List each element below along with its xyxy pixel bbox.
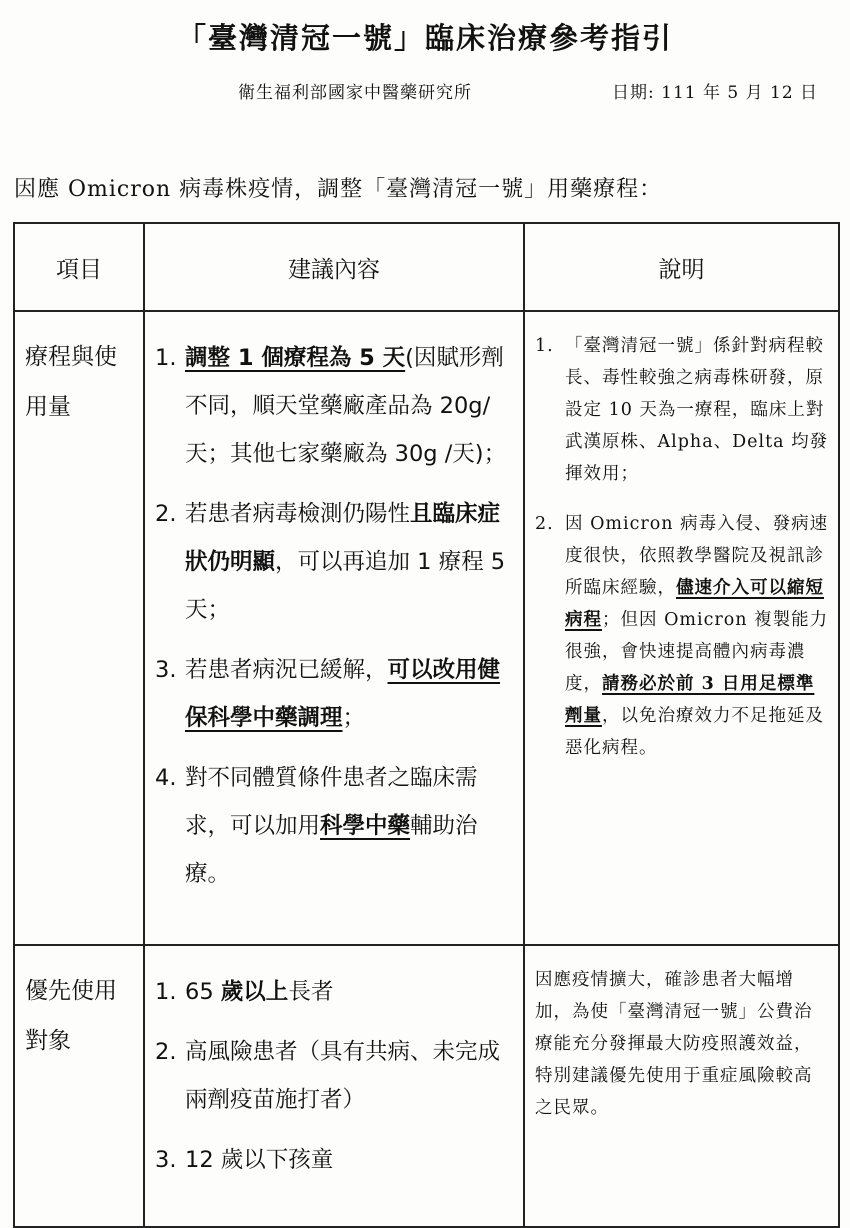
header-item: 項目 (14, 223, 144, 311)
intro-text: 因應 Omicron 病毒株疫情，調整「臺灣清冠一號」用藥療程： (14, 177, 663, 202)
bold-text: 調整 1 個療程為 5 天 (185, 345, 406, 371)
list-number: 1. (155, 979, 177, 1005)
list-number: 3. (155, 1147, 177, 1173)
note-text: ；但因 Omicron 複製能力很強，會快速提高體內病毒濃度， (565, 610, 829, 694)
priority-list (155, 968, 513, 1184)
guideline-table (13, 222, 840, 1228)
table-row (14, 311, 839, 945)
note-text: 因 Omicron 病毒入侵、發病速度很快，依照教學醫院及視訊診所臨床經驗， (565, 514, 829, 598)
row-label-course: 療程與使用量 (14, 311, 144, 945)
list-item (155, 646, 513, 742)
note-text: ，以免治療效力不足拖延及惡化病程。 (565, 706, 824, 758)
item-text: 高風險患者（具有共病、未完成兩劑疫苗施打者） (185, 1039, 501, 1113)
item-text: 若患者病況已緩解， (185, 657, 388, 683)
list-number: 2. (535, 514, 554, 534)
explanation-paragraph (535, 330, 830, 490)
bold-text: 可以改用健保科學中藥調理 (185, 657, 501, 731)
item-text: 12 歲以下孩童 (185, 1147, 334, 1173)
bold-text: 儘速介入可以縮短病程 (565, 578, 824, 630)
recommendation-list (155, 334, 513, 898)
recommendation-cell (144, 311, 524, 945)
item-text: 長者 (288, 979, 334, 1005)
note-text: 「臺灣清冠一號」係針對病程較長、毒性較強之病毒株研發，原設定 10 天為一療程，臨床上對武漢原株、Alpha、Delta 均發揮效用； (565, 336, 829, 484)
explanation-paragraph (535, 508, 830, 764)
bold-text: 請務必於前 3 日用足標準劑量 (565, 674, 815, 726)
bold-text: 科學中藥 (320, 813, 411, 839)
list-number: 4. (155, 765, 177, 791)
item-text: 65 (185, 979, 221, 1005)
item-text: (因賦形劑不同，順天堂藥廠產品為 20g/天；其他七家藥廠為 30g /天)； (185, 345, 507, 467)
header-explanation: 說明 (524, 223, 839, 311)
list-item (155, 1028, 513, 1124)
list-number: 1. (535, 336, 554, 356)
list-number: 3. (155, 657, 177, 683)
bold-text: 且臨床症狀仍明顯 (185, 501, 501, 575)
list-number: 2. (155, 1039, 177, 1065)
list-number: 2. (155, 501, 177, 527)
row-label-priority: 優先使用對象 (14, 945, 144, 1227)
list-item (155, 1136, 513, 1184)
list-item (155, 490, 513, 634)
table-row (14, 945, 839, 1227)
table-header-row (14, 223, 839, 311)
agency-name: 衛生福利部國家中醫藥研究所 (238, 83, 472, 103)
list-item (155, 754, 513, 898)
item-text: ； (342, 705, 366, 731)
list-item (155, 334, 513, 478)
list-item (155, 968, 513, 1016)
item-text: 對不同體質條件患者之臨床需求，可以加用 (185, 765, 478, 839)
item-text: 若患者病毒檢測仍陽性 (185, 501, 411, 527)
explanation-cell (524, 945, 839, 1227)
bold-text: 歲以上 (220, 979, 289, 1005)
item-text: ，可以再追加 1 療程 5 天； (185, 549, 506, 623)
item-text: 輔助治療。 (185, 813, 478, 887)
list-number: 1. (155, 345, 177, 371)
explanation-paragraph: 因應疫情擴大，確診患者大幅增加，為使「臺灣清冠一號」公費治療能充分發揮最大防疫照護效益，特別建議優先使用于重症風險較高之民眾。 (535, 970, 813, 1118)
header-recommendation: 建議內容 (144, 223, 524, 311)
recommendation-cell (144, 945, 524, 1227)
document-title: 「臺灣清冠一號」臨床治療參考指引 (176, 21, 673, 55)
explanation-cell (524, 311, 839, 945)
document-date: 日期: 111 年 5 月 12 日 (612, 83, 819, 103)
